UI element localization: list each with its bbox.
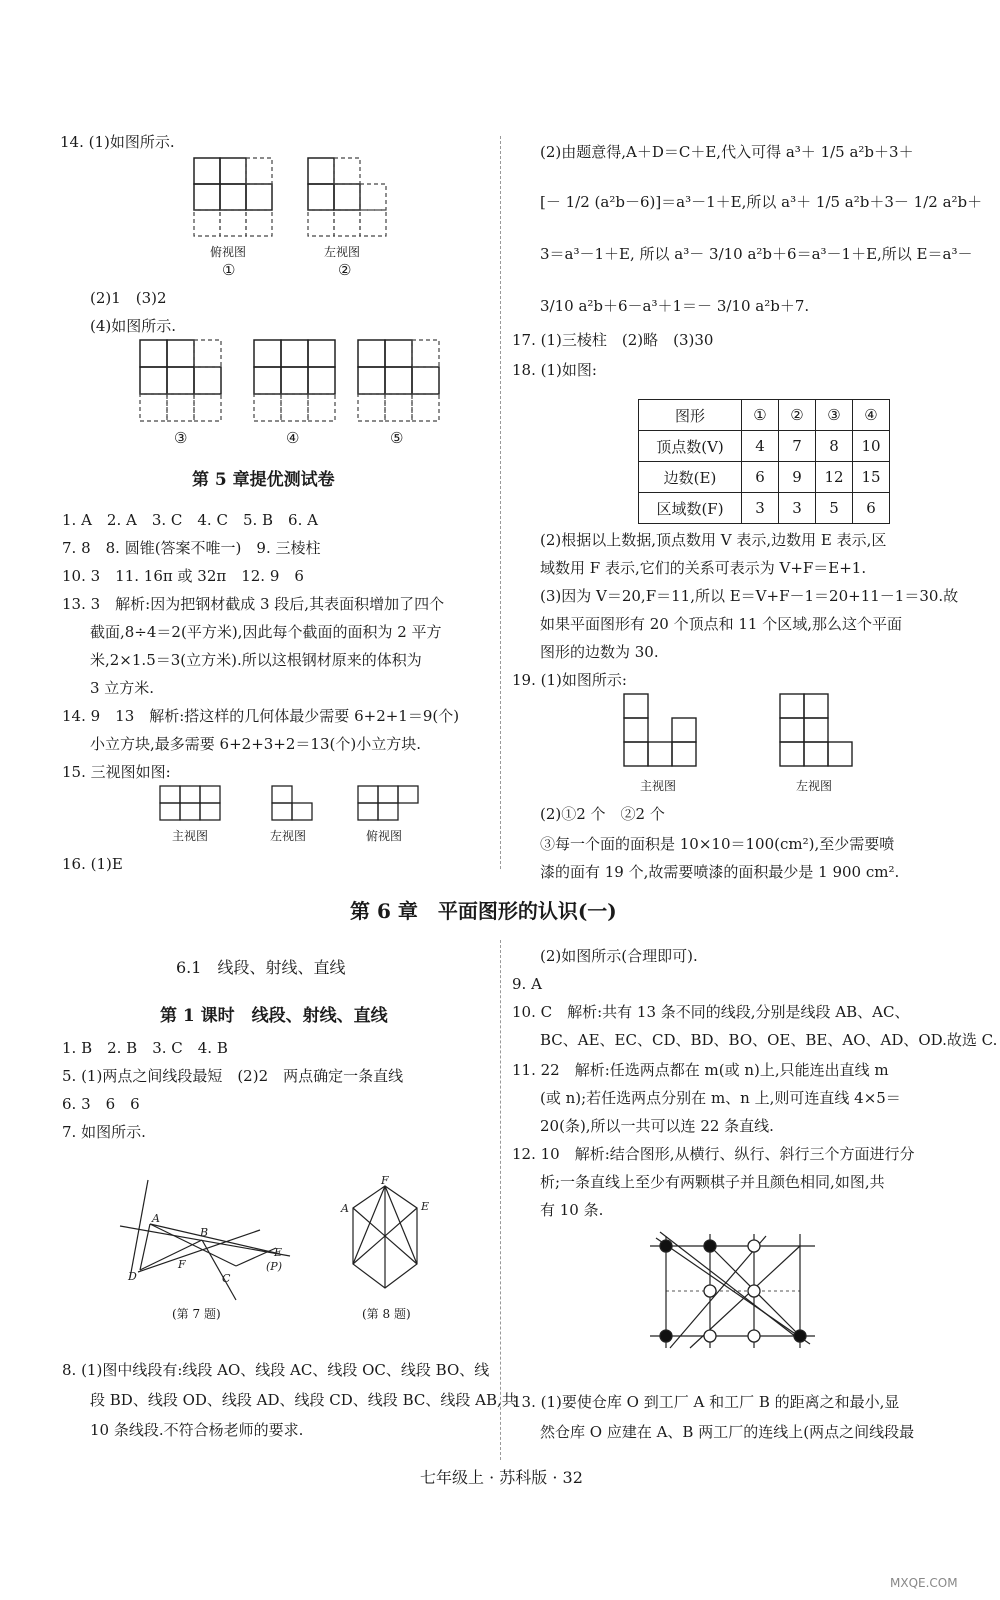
table-cell: 6 — [853, 493, 890, 524]
q19-views-figure — [624, 694, 864, 774]
table-cell: 图形 — [639, 400, 742, 431]
figure-8 — [335, 1176, 435, 1306]
ch6-b9: 析;一条直线上至少有两颗棋子并且颜色相同,如图,共 — [540, 1173, 885, 1191]
q14-23: (2)1 (3)2 — [90, 289, 167, 307]
table-cell: 15 — [853, 462, 890, 493]
q18: 18. (1)如图: — [512, 361, 597, 379]
ch6-a4: 7. 如图所示. — [62, 1123, 146, 1141]
column-divider-bottom — [500, 940, 501, 1460]
ch6-b3: 10. C 解析:共有 13 条不同的线段,分别是线段 AB、AC、 — [512, 1003, 910, 1021]
ch6-a3: 6. 3 6 6 — [62, 1095, 140, 1113]
views-345-figure — [140, 340, 450, 430]
lesson-title: 第 1 课时 线段、射线、直线 — [160, 1006, 388, 1026]
ch6-a2: 5. (1)两点之间线段最短 (2)2 两点确定一条直线 — [62, 1067, 404, 1085]
figure-7 — [110, 1170, 300, 1300]
r-line-10: 如果平面图形有 20 个顶点和 11 个区域,那么这个平面 — [540, 615, 903, 633]
label-5: ⑤ — [390, 429, 404, 447]
r-line-11: 图形的边数为 30. — [540, 643, 659, 661]
caption-left-view: 左视图 — [324, 245, 361, 259]
r-line-8: 域数用 F 表示,它们的关系可表示为 V+F＝E+1. — [540, 559, 867, 577]
ch6-b10: 有 10 条. — [540, 1201, 604, 1219]
ch5-line-7: 3 立方米. — [90, 679, 155, 697]
ch6-a7: 10 条线段.不符合杨老师的要求. — [90, 1421, 304, 1439]
ch6-b12: 然仓库 O 应建在 A、B 两工厂的连线上(两点之间线段最 — [540, 1423, 915, 1441]
table-cell: 顶点数(V) — [639, 431, 742, 462]
fig8-label-e: E — [421, 1200, 430, 1213]
caption-side-view: 左视图 — [270, 829, 307, 843]
chess-figure — [650, 1228, 820, 1358]
page-footer: 七年级上 · 苏科版 · 32 — [420, 1468, 583, 1487]
ch6-b6: (或 n);若任选两点分别在 m、n 上,则可连直线 4×5＝ — [540, 1089, 901, 1107]
ch6-b5: 11. 22 解析:任选两点都在 m(或 n)上,只能连出直线 m — [512, 1061, 889, 1079]
q16: 16. (1)E — [62, 855, 123, 873]
fig7-label-f: F — [178, 1258, 186, 1271]
fig8-label-f: F — [381, 1174, 389, 1187]
r-line-2: [－ 1/2 (a²b－6)]＝a³－1＋E,所以 a³＋ 1/5 a²b＋3－ 1/2 a²b＋ — [540, 193, 983, 211]
table-row — [639, 431, 890, 462]
fig7-label-e: E — [274, 1246, 283, 1259]
r-line-4: 3/10 a²b＋6－a³＋1＝－ 3/10 a²b＋7. — [540, 297, 810, 315]
table-cell: 6 — [742, 462, 779, 493]
caption-q19-front: 主视图 — [640, 779, 677, 793]
r-line-1: (2)由题意得,A＋D＝C＋E,代入可得 a³＋ 1/5 a²b＋3＋ — [540, 143, 914, 161]
ch5-line-8: 14. 9 13 解析:搭这样的几何体最少需要 6+2+1＝9(个) — [62, 707, 460, 725]
ch5-line-9: 小立方块,最多需要 6+2+3+2＝13(个)小立方块. — [90, 735, 421, 753]
ch6-b4: BC、AE、EC、CD、BD、BO、OE、BE、AO、AD、OD.故选 C. — [540, 1031, 998, 1049]
table-cell: 4 — [742, 431, 779, 462]
fig7-label-d: D — [128, 1270, 137, 1283]
fig7-label-a: A — [152, 1212, 160, 1225]
table-cell: ③ — [816, 400, 853, 431]
ch5-line-4: 13. 3 解析:因为把钢材截成 3 段后,其表面积增加了四个 — [62, 595, 445, 613]
label-2: ② — [338, 261, 352, 279]
watermark-text: MXQE.COM — [890, 1576, 958, 1590]
ch6-a6: 段 BD、线段 OD、线段 AD、线段 CD、线段 BC、线段 AB,共 — [90, 1391, 517, 1409]
caption-q19-side: 左视图 — [796, 779, 833, 793]
ch5-line-6: 米,2×1.5＝3(立方米).所以这根钢材原来的体积为 — [90, 651, 422, 669]
ch6-b7: 20(条),所以一共可以连 22 条直线. — [540, 1117, 774, 1135]
ch5-line-3: 10. 3 11. 16π 或 32π 12. 9 6 — [62, 567, 304, 585]
q19: 19. (1)如图所示: — [512, 671, 627, 689]
ch6-b2: 9. A — [512, 975, 542, 993]
ch6-a5: 8. (1)图中线段有:线段 AO、线段 AC、线段 OC、线段 BO、线 — [62, 1361, 490, 1379]
chapter5-title: 第 5 章提优测试卷 — [192, 470, 335, 490]
r-line-15: 漆的面有 19 个,故需要喷漆的面积最少是 1 900 cm². — [540, 863, 900, 881]
table-cell: ② — [779, 400, 816, 431]
ch6-b11: 13. (1)要使仓库 O 到工厂 A 和工厂 B 的距离之和最小,显 — [512, 1393, 900, 1411]
table-cell: 边数(E) — [639, 462, 742, 493]
chapter6-title: 第 6 章 平面图形的认识(一) — [350, 899, 617, 923]
fig7-label-p: (P) — [266, 1260, 282, 1273]
label-4: ④ — [286, 429, 300, 447]
table-cell: 9 — [779, 462, 816, 493]
ch6-b8: 12. 10 解析:结合图形,从横行、纵行、斜行三个方面进行分 — [512, 1145, 915, 1163]
ch6-a1: 1. B 2. B 3. C 4. B — [62, 1039, 228, 1057]
three-views-figure — [160, 786, 420, 826]
section-6-1: 6.1 线段、射线、直线 — [176, 958, 346, 977]
ch5-line-1: 1. A 2. A 3. C 4. C 5. B 6. A — [62, 511, 318, 529]
caption-front-view: 主视图 — [172, 829, 209, 843]
table-row — [639, 400, 890, 431]
caption-fig8: (第 8 题) — [362, 1307, 411, 1321]
fig8-label-a: A — [341, 1202, 349, 1215]
table-cell: 3 — [742, 493, 779, 524]
table-cell: 5 — [816, 493, 853, 524]
fig7-label-b: B — [200, 1226, 209, 1239]
table-cell: 3 — [779, 493, 816, 524]
table-cell: 12 — [816, 462, 853, 493]
r-line-3: 3＝a³－1＋E, 所以 a³－ 3/10 a²b＋6＝a³－1＋E,所以 E＝a³－ — [540, 245, 973, 263]
caption-fig7: (第 7 题) — [172, 1307, 221, 1321]
q14-4: (4)如图所示. — [90, 317, 177, 335]
table-cell: 10 — [853, 431, 890, 462]
ch6-b1: (2)如图所示(合理即可). — [540, 947, 698, 965]
column-divider-top — [500, 136, 501, 869]
table-cell: ① — [742, 400, 779, 431]
label-3: ③ — [174, 429, 188, 447]
q17: 17. (1)三棱柱 (2)略 (3)30 — [512, 331, 714, 349]
q14-1: 14. (1)如图所示. — [60, 133, 175, 151]
r-line-9: (3)因为 V＝20,F＝11,所以 E＝V+F－1＝20+11－1＝30.故 — [540, 587, 959, 605]
table-cell: 7 — [779, 431, 816, 462]
ch5-line-2: 7. 8 8. 圆锥(答案不唯一) 9. 三棱柱 — [62, 539, 321, 557]
table-cell: 区域数(F) — [639, 493, 742, 524]
r-line-13: (2)①2 个 ②2 个 — [540, 805, 665, 823]
label-1: ① — [222, 261, 236, 279]
r-line-14: ③每一个面的面积是 10×10＝100(cm²),至少需要喷 — [540, 835, 895, 853]
fig7-label-c: C — [222, 1272, 231, 1285]
ch5-line-10: 15. 三视图如图: — [62, 763, 171, 781]
r-line-7: (2)根据以上数据,顶点数用 V 表示,边数用 E 表示,区 — [540, 531, 887, 549]
stat-table — [638, 399, 890, 524]
table-row — [639, 493, 890, 524]
caption-top-view: 俯视图 — [210, 245, 247, 259]
ch5-line-5: 截面,8÷4＝2(平方米),因此每个截面的面积为 2 平方 — [90, 623, 442, 641]
table-cell: 8 — [816, 431, 853, 462]
table-row — [639, 462, 890, 493]
table-cell: ④ — [853, 400, 890, 431]
caption-top-view-2: 俯视图 — [366, 829, 403, 843]
